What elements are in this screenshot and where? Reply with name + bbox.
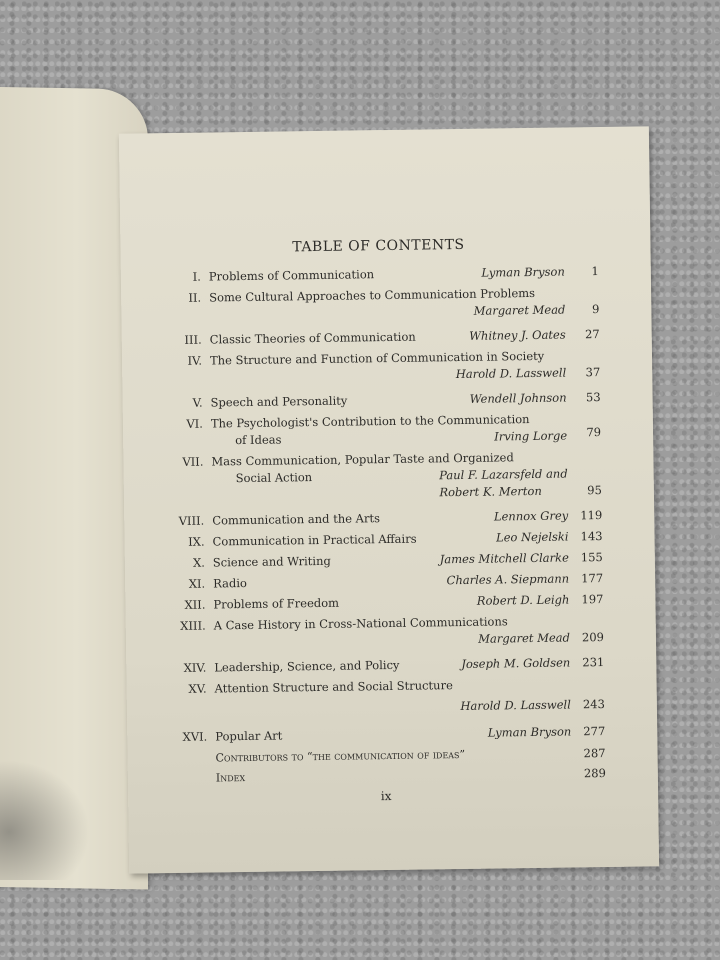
toc-entry xyxy=(161,389,601,412)
toc-entry xyxy=(163,591,603,614)
chapter-page: 231 xyxy=(582,655,605,670)
toc-entry xyxy=(160,326,600,349)
chapter-numeral: XIV. xyxy=(183,660,207,675)
chapter-numeral: XI. xyxy=(188,576,206,591)
chapter-numeral: VIII. xyxy=(178,513,205,528)
chapter-author: Lyman Bryson xyxy=(481,264,565,280)
chapter-page: 9 xyxy=(591,302,600,317)
book-page xyxy=(119,126,659,873)
chapter-numeral: IX. xyxy=(188,534,205,549)
chapter-numeral: II. xyxy=(188,290,202,305)
chapter-page: 27 xyxy=(584,327,600,342)
chapter-title-continued: Social Action xyxy=(235,470,313,486)
toc-entry xyxy=(161,410,601,450)
page-folio: ix xyxy=(380,788,392,804)
toc-entry xyxy=(165,723,605,746)
chapter-numeral: I. xyxy=(192,269,201,284)
hand-shadow xyxy=(0,760,90,880)
chapter-page: 53 xyxy=(585,390,601,405)
chapter-author: Wendell Johnson xyxy=(469,390,567,406)
table-of-contents xyxy=(158,235,606,806)
chapter-page: 1 xyxy=(591,264,599,279)
chapter-numeral: XVI. xyxy=(182,729,208,744)
chapter-page: 37 xyxy=(585,365,601,380)
chapter-page: 177 xyxy=(581,571,604,586)
chapter-page: 155 xyxy=(580,550,603,565)
chapter-title: Mass Communication, Popular Taste and Organized xyxy=(211,450,514,469)
chapter-title: Popular Art xyxy=(215,728,283,744)
chapter-author: Joseph M. Goldsen xyxy=(461,655,571,672)
chapter-page: 197 xyxy=(581,592,604,607)
chapter-page: 143 xyxy=(580,529,603,544)
chapter-author: Margaret Mead xyxy=(473,302,566,318)
chapter-author: Lyman Bryson xyxy=(487,724,572,740)
chapter-author: Lennox Grey xyxy=(493,508,569,524)
chapter-author: Harold D. Lasswell xyxy=(460,697,571,714)
chapter-author: James Mitchell Clarke xyxy=(439,550,569,567)
chapter-title: A Case History in Cross-National Communications xyxy=(213,614,508,633)
chapter-page: 119 xyxy=(580,508,603,523)
chapter-numeral: XV. xyxy=(188,681,207,696)
chapter-title: The Structure and Function of Communication in Society xyxy=(209,348,545,368)
chapter-numeral: VI. xyxy=(186,416,204,431)
chapter-numeral: XII. xyxy=(184,597,206,612)
chapter-author: Whitney J. Oates xyxy=(469,327,566,343)
toc-entry xyxy=(164,612,604,652)
toc-entry xyxy=(164,654,604,677)
toc-entry xyxy=(159,284,599,324)
index-label: Index xyxy=(215,771,246,785)
chapter-title: Science and Writing xyxy=(212,553,331,570)
chapter-title: Radio xyxy=(213,575,247,591)
chapter-numeral: X. xyxy=(192,555,205,570)
chapter-author: Robert D. Leigh xyxy=(476,592,570,608)
toc-contributors xyxy=(165,746,605,766)
chapter-title: Classic Theories of Communication xyxy=(209,329,416,347)
chapter-page: 79 xyxy=(586,425,602,440)
chapter-author: Leo Nejelski xyxy=(495,529,569,545)
chapter-title-continued: of Ideas xyxy=(235,432,282,448)
toc-entry xyxy=(160,347,600,387)
chapter-numeral: XIII. xyxy=(180,618,206,633)
chapter-author: Charles A. Siepmann xyxy=(446,571,570,588)
toc-entry xyxy=(162,507,602,530)
chapter-title: The Psychologist's Contribution to the Communication xyxy=(210,412,530,431)
chapter-author: Harold D. Lasswell xyxy=(455,365,567,382)
chapter-title: Attention Structure and Social Structure xyxy=(214,678,453,696)
toc-entry xyxy=(163,570,603,593)
chapter-numeral: VII. xyxy=(182,454,204,469)
chapter-page: 95 xyxy=(587,483,602,498)
chapter-title: Communication in Practical Affairs xyxy=(212,531,417,549)
index-page: 289 xyxy=(583,765,606,781)
chapter-author: Margaret Mead xyxy=(478,630,571,646)
chapter-title: Speech and Personality xyxy=(210,393,348,410)
contributors-page: 287 xyxy=(583,746,606,761)
toc-entry xyxy=(162,528,602,551)
toc-index xyxy=(166,766,606,786)
toc-entry xyxy=(159,263,599,286)
chapter-numeral: IV. xyxy=(187,353,203,368)
toc-entry xyxy=(163,549,603,572)
chapter-title: Problems of Communication xyxy=(208,267,375,284)
chapter-page: 243 xyxy=(582,697,605,712)
chapter-page: 277 xyxy=(583,724,606,739)
chapter-author: Robert K. Merton xyxy=(439,483,542,500)
chapter-author: Paul F. Lazarsfeld and xyxy=(439,466,568,483)
contributors-label: Contributors to “the communication of ideas” xyxy=(215,747,466,765)
chapter-title: Some Cultural Approaches to Communication Problems xyxy=(209,285,536,305)
chapter-page: 209 xyxy=(581,630,605,645)
chapter-numeral: III. xyxy=(184,332,202,347)
chapter-title: Leadership, Science, and Policy xyxy=(214,657,400,675)
chapter-title: Communication and the Arts xyxy=(212,511,381,528)
toc-entry xyxy=(165,675,605,719)
chapter-title: Problems of Freedom xyxy=(213,595,340,612)
toc-entry xyxy=(161,448,602,505)
chapter-numeral: V. xyxy=(192,395,203,410)
chapter-author: Irving Lorge xyxy=(494,428,568,444)
toc-title: TABLE OF CONTENTS xyxy=(292,236,465,256)
